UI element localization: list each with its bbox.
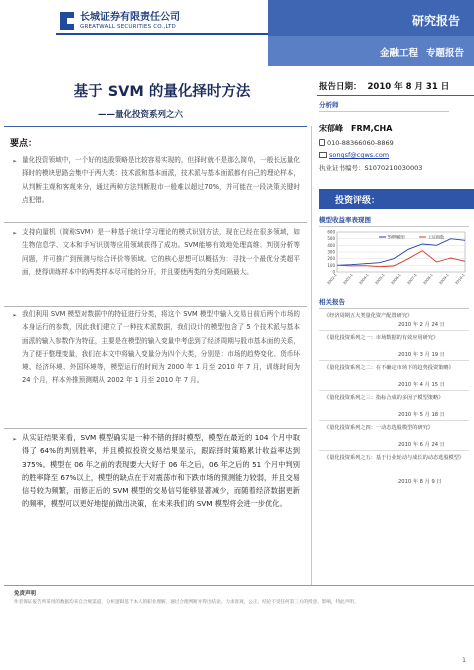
page-number: 1 (462, 657, 466, 664)
category-special-report: 专题报告 (425, 48, 464, 59)
analyst-phone-number: 010-88366060-8869 (327, 139, 394, 147)
related-report-title[interactable]: 《量化投资系列之三：指标合成的多因子模型策略》 (324, 395, 444, 401)
rating-box (319, 189, 474, 209)
related-row-divider (319, 420, 469, 421)
report-title: 基于 SVM 的量化择时方法 (73, 84, 251, 100)
related-report-title[interactable]: 《经济周期五大类量化资产配置研究》 (324, 313, 413, 319)
related-report-date: 2010 年 4 月 15 日 (398, 382, 445, 388)
header-divider (56, 33, 268, 35)
related-report-date: 2010 年 5 月 18 日 (398, 412, 445, 418)
bullet-icon: ➢ (12, 158, 18, 165)
bullet-icon: ➢ (12, 312, 18, 319)
x-tick-label: 2003-1 (342, 273, 354, 286)
x-tick-label: 2007-1 (406, 273, 418, 286)
chart-divider (319, 226, 469, 227)
related-report-date: 2010 年 8 月 9 日 (398, 479, 442, 485)
related-report-date: 2010 年 3 月 19 日 (398, 352, 445, 358)
related-report-date: 2010 年 2 月 24 日 (398, 322, 445, 328)
related-report-title[interactable]: 《量化投资系列之一：市场数据的有效应用研究》 (324, 335, 439, 341)
x-tick-label: 2010-1 (454, 273, 466, 286)
related-divider (319, 308, 469, 309)
y-tick-label: 0 (332, 269, 335, 275)
company-logo (58, 10, 76, 32)
analyst-name (319, 123, 392, 134)
company-name-en: GREATWALL SECURITIES CO.,LTD (80, 24, 176, 30)
related-report-date: 2010 年 6 月 24 日 (398, 442, 445, 448)
report-date (319, 80, 449, 92)
y-tick-label: 300 (327, 249, 335, 255)
paragraph-1: 量化投资领域中，一个好的选股策略是比较容易实现的，但择时就不是那么简单，一般长远量化择时的模块思路会集中于两大类：技术派和基本面派，技术派与基本面派都有自己的理论样本，从判断主观和客观来分，通过两种方法判断股市一般难以超过70%，并可能在一段决策关键时点犯错。 (22, 156, 300, 204)
y-tick-label: 200 (327, 256, 335, 262)
bullet-icon: ➢ (12, 436, 18, 443)
x-tick-label: 2006-1 (390, 273, 402, 286)
related-row-divider (319, 450, 469, 451)
paragraph-4: 从实证结果来看，SVM 模型确实是一种不错的择时模型，模型在最近的 104 个月中取得了 64%的判别胜率，并且模拟投资交易结果显示，跟踪择时策略累计收益率达到 375%。模型在 06 年之前的表现要大大好于 06 年之后，06 年之后的 51 个月中判别的胜率降至 67%以上，模型的缺点在于对震荡市和下跌市场的预测能力较弱，并且交易信号较为频繁，而修正后的 SVM 模型的交易信号能够显著减少，而随着经济数据更新的频率，模型可以更好地提前做出决策，在未来我们的 SVM 模型将会进一步优化。 (22, 433, 300, 509)
analyst-heading: 分析师 (319, 101, 339, 109)
category-financial-engineering: 金融工程 (379, 48, 418, 59)
phone-icon (319, 139, 325, 146)
paragraph-divider (4, 222, 307, 223)
analyst-email[interactable] (319, 151, 389, 159)
analyst-divider (319, 111, 449, 112)
disclaimer-heading: 免责声明 (14, 591, 37, 597)
related-reports-heading: 相关报告 (319, 298, 345, 306)
company-name-cn: 长城证券有限责任公司 (80, 12, 180, 23)
performance-chart (319, 228, 469, 288)
date-divider (317, 95, 474, 96)
y-tick-label: 400 (327, 242, 335, 248)
related-report-title[interactable]: 《量化投资系列之四：一动态选股模型的研究》 (324, 425, 433, 431)
mail-icon (319, 152, 327, 158)
legend-label: 上证指数 (428, 234, 444, 240)
report-date-label: 报告日期： (319, 82, 362, 92)
analyst-phone (319, 139, 394, 147)
x-tick-label: 2004-1 (358, 273, 370, 286)
x-tick-label: 2009-1 (438, 273, 450, 286)
paragraph-divider (4, 306, 307, 307)
key-points-heading: 要点： (10, 139, 38, 149)
report-type-banner (268, 0, 474, 66)
analyst-credentials: FRM,CHA (351, 124, 393, 133)
related-row-divider (319, 360, 469, 361)
bullet-icon: ➢ (12, 230, 18, 237)
y-tick-label: 500 (327, 236, 335, 242)
report-categories (372, 45, 464, 59)
series-subtitle: ——量化投资系列之六 (98, 110, 184, 120)
chart-title: 模型收益率表现图 (319, 216, 371, 224)
report-date-value: 2010 年 8 月 31 日 (367, 82, 450, 92)
column-divider (311, 126, 312, 586)
disclaimer-text: 作者保证报告所采用的数据均来自合规渠道，分析逻辑基于本人的职业理解，通过合理判断并得出结论，力求客观、公正，结论不受任何第三方的授意、影响，特此声明。 (14, 600, 359, 605)
report-header (0, 0, 474, 66)
related-report-title[interactable]: 《量化投资系列之二：在不确定市场下的趋势投资策略》 (324, 365, 454, 371)
related-row-divider (319, 330, 469, 331)
x-tick-label: 2002-1 (326, 273, 338, 286)
report-type: 研究报告 (411, 14, 460, 28)
y-tick-label: 100 (327, 262, 335, 268)
title-divider (4, 126, 307, 127)
legend-label: SVM模型 (388, 234, 405, 240)
analyst-cert-number: 执业证书编号：S1070210030003 (319, 164, 423, 172)
footer-divider (4, 585, 474, 586)
analyst-email-address[interactable]: songsf@cgws.com (329, 151, 390, 159)
paragraph-divider (4, 428, 307, 429)
x-tick-label: 2005-1 (374, 273, 386, 286)
analyst-name-text: 宋郁峰 (319, 124, 343, 133)
rating-label: 投资评级： (335, 196, 381, 206)
related-row-divider (319, 390, 469, 391)
paragraph-2: 支持向量机（简称SVM）是一种基于统计学习理论的模式识别方法，现在已经在很多领域，如生物信息学、文本和手写识别等应用领域获得了成功。SVM能够有效地处理高维、判别分析等问题，并可推广到预测与综合评价等领域。它的核心思想可以概括为：寻找一个最优分类超平面，使得训练样本中的两类样本尽可能的分开，并且要使两类的分类间隔最大。 (22, 228, 300, 276)
y-tick-label: 600 (327, 229, 335, 235)
paragraph-3: 我们利用 SVM 模型对数据中的特征进行分类，将这个 SVM 模型中输入交易日前后两个市场的本身运行的参数，因此我们建立了一种技术派数据，我们设计的模型包含了 5 个技术派与基本面派的输入参数作为特征，主要是在模型的输入变量中考虑到了经济周期与股市基本面的关系，为了便于整理变量，我们在本文中将输入变量分为四个大类，分别是：市场的趋势变化、货币环境、经济环境、外国环境等，模型运行的时间为 2000 年 1 月至 2010 年 7 月，训练时间为 24 个月，样本外推预测期从 2002 年 1 月至 2010 年 7 月。 (22, 310, 300, 385)
x-tick-label: 2008-1 (422, 273, 434, 286)
related-report-title[interactable]: 《量化投资系列之五：基于行业轮动与成长的动态选股模型》 (324, 455, 465, 461)
